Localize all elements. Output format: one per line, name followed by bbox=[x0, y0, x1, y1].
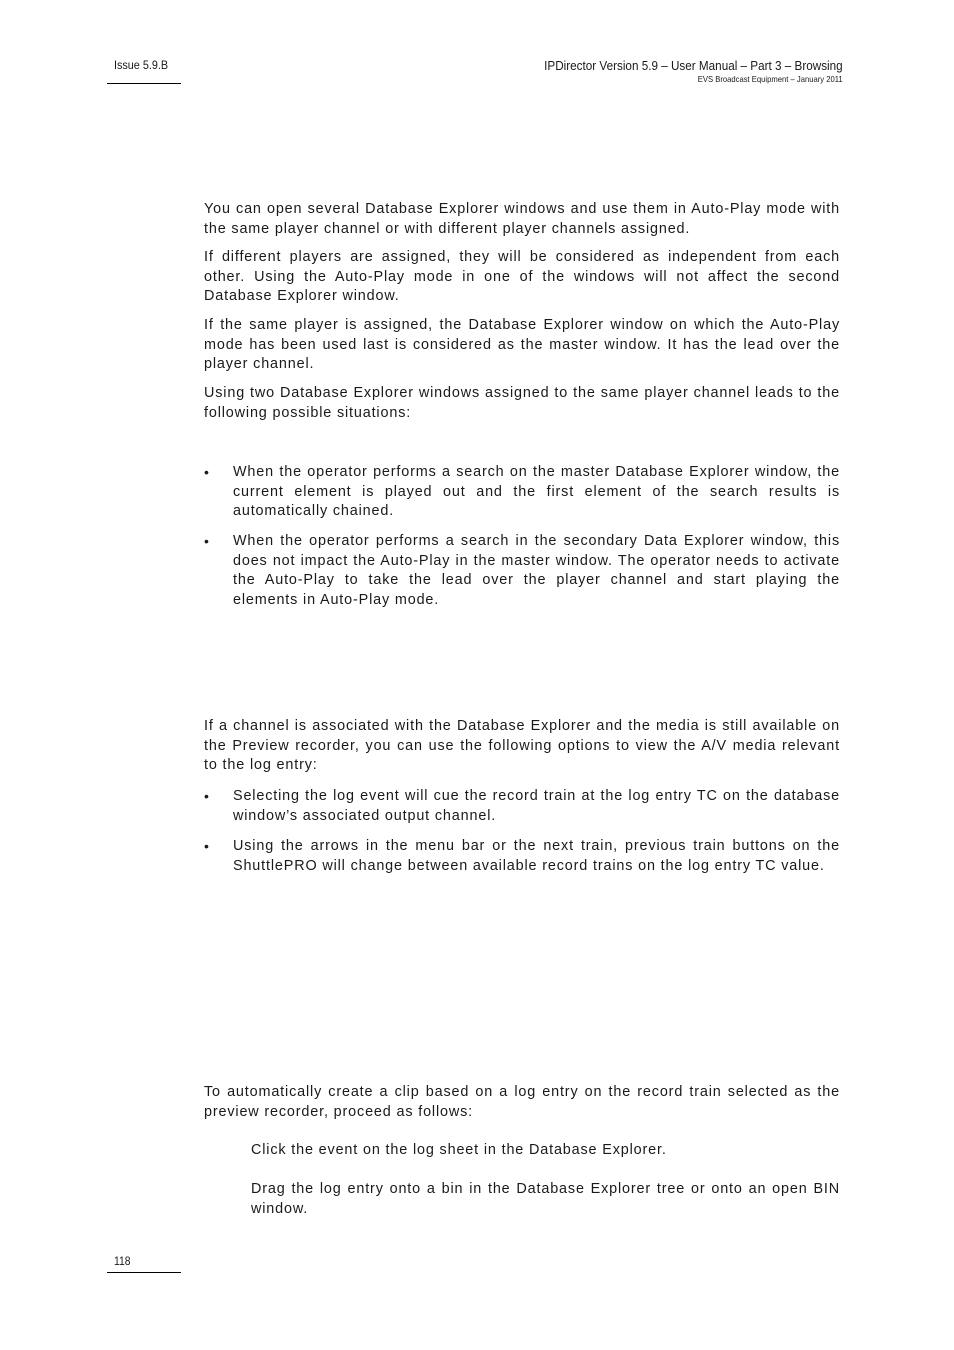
list-item-text: When the operator performs a search on the master Database Explorer window, the current element is played out and the first element of the search results is automatically chained. bbox=[233, 464, 840, 519]
header-divider bbox=[107, 83, 181, 84]
header-title-block bbox=[511, 58, 843, 84]
issue-label: Issue 5.9.B bbox=[114, 58, 169, 72]
document-title: IPDirector Version 5.9 – User Manual – Part 3 – Browsing bbox=[544, 58, 843, 73]
page-number: 118 bbox=[114, 1256, 131, 1268]
bullet-icon: • bbox=[204, 533, 209, 549]
list-item-text: Using the arrows in the menu bar or the next train, previous train buttons on the ShuttlePRO will change between available record trains on the log entry TC value. bbox=[233, 838, 840, 874]
paragraph: You can open several Database Explorer windows and use them in Auto-Play mode with the same player channel or with different player channels assigned. bbox=[204, 201, 840, 237]
paragraph: If the same player is assigned, the Database Explorer window on which the Auto-Play mode has been used last is considered as the master window. It has the lead over the player channel. bbox=[204, 317, 840, 372]
paragraph: If different players are assigned, they will be considered as independent from each other. Using the Auto-Play mode in one of the windows will not affect the second Database Explorer window. bbox=[204, 249, 840, 304]
procedure-step: Click the event on the log sheet in the Database Explorer. bbox=[251, 1142, 667, 1158]
paragraph: If a channel is associated with the Database Explorer and the media is still available on the Preview recorder, you can use the following options to view the A/V media relevant to the log entry: bbox=[204, 718, 840, 773]
bullet-icon: • bbox=[204, 788, 209, 804]
paragraph: To automatically create a clip based on a log entry on the record train selected as the preview recorder, proceed as follows: bbox=[204, 1084, 840, 1120]
list-item-text: Selecting the log event will cue the record train at the log entry TC on the database window’s associated output channel. bbox=[233, 788, 840, 824]
list-item-text: When the operator performs a search in the secondary Data Explorer window, this does not impact the Auto-Play in the master window. The operator needs to activate the Auto-Play to take the lead over the player channel and start playing the elements in Auto-Play mode. bbox=[233, 533, 840, 608]
footer-divider bbox=[107, 1272, 181, 1273]
bullet-icon: • bbox=[204, 464, 209, 480]
paragraph: Using two Database Explorer windows assigned to the same player channel leads to the following possible situations: bbox=[204, 385, 840, 421]
bullet-icon: • bbox=[204, 838, 209, 854]
document-subtitle: EVS Broadcast Equipment – January 2011 bbox=[698, 74, 843, 84]
procedure-step: Drag the log entry onto a bin in the Database Explorer tree or onto an open BIN window. bbox=[251, 1181, 840, 1217]
